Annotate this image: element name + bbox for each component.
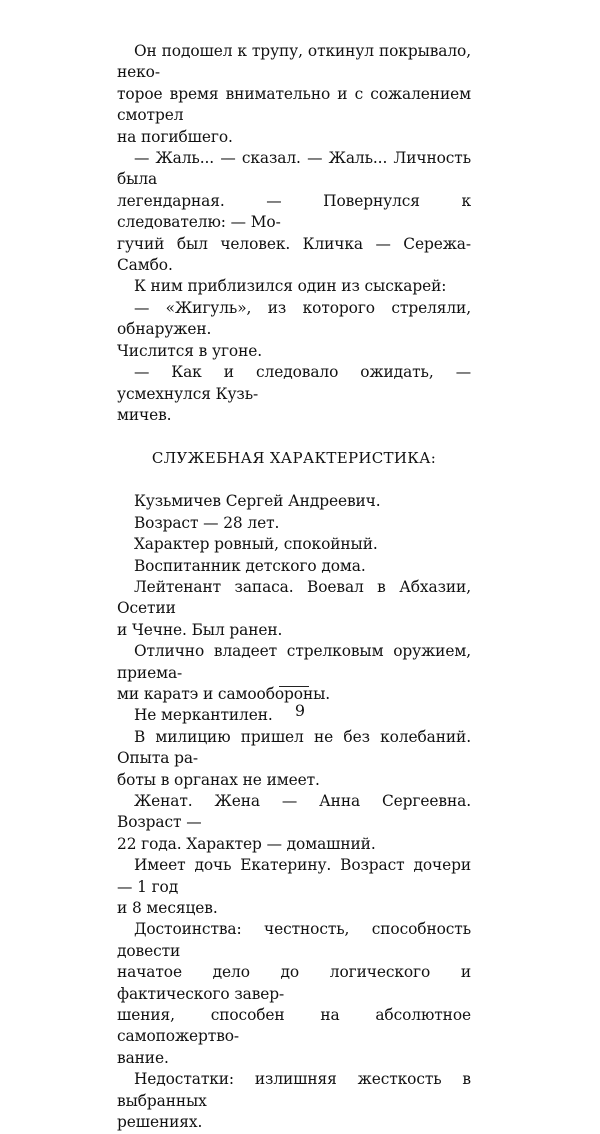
paragraph: Недостатки: излишняя жесткость в выбранных решениях.: [117, 1070, 471, 1132]
paragraph: Лейтенант запаса. Воевал в Абхазии, Осетии и Чечне. Был ранен.: [117, 577, 471, 639]
paragraph: — Как и следовало ожидать, — усмехнулся Кузь- мичев.: [117, 363, 471, 424]
paragraph: Характер ровный, спокойный.: [133, 535, 378, 554]
page-body: [117, 41, 471, 1134]
paragraph: — «Жигуль», из которого стреляли, обнаружен. Числится в угоне.: [117, 298, 471, 360]
paragraph: В милицию пришел не без колебаний. Опыта ра- боты в органах не имеет.: [117, 727, 471, 789]
paragraph: Воспитанник детского дома.: [133, 556, 366, 575]
paragraph: Кузьмичев Сергей Андреевич.: [133, 492, 381, 511]
paragraph: Отлично владеет стрелковым оружием, приема- ми каратэ и самообороны.: [117, 642, 471, 703]
paragraph: Женат. Жена — Анна Сергеевна. Возраст — 22 года. Характер — домашний.: [117, 792, 471, 853]
end-rule: [279, 686, 309, 687]
paragraph: Возраст — 28 лет.: [133, 513, 280, 532]
paragraph: Достоинства: честность, способность довести начатое дело до логического и фактического завер- шения, способен на абсолютное самопожертво- вание.: [117, 920, 471, 1067]
paragraph: К ним приблизился один из сыскарей:: [133, 277, 447, 296]
page-number: 9: [294, 701, 306, 720]
paragraph: Он подошел к трупу, откинул покрывало, неко- торое время внимательно и с сожалением смотрел на погибшего.: [117, 42, 471, 146]
section-heading: СЛУЖЕБНАЯ ХАРАКТЕРИСТИКА:: [151, 449, 437, 468]
paragraph: — Жаль... — сказал. — Жаль... Личность была легендарная. — Повернулся к следователю: — Мо- гучий был человек. Кличка — Сережа-Самбо.: [117, 149, 471, 275]
paragraph: Не меркантилен.: [133, 706, 273, 725]
paragraph: Имеет дочь Екатерину. Возраст дочери — 1 год и 8 месяцев.: [117, 856, 471, 918]
